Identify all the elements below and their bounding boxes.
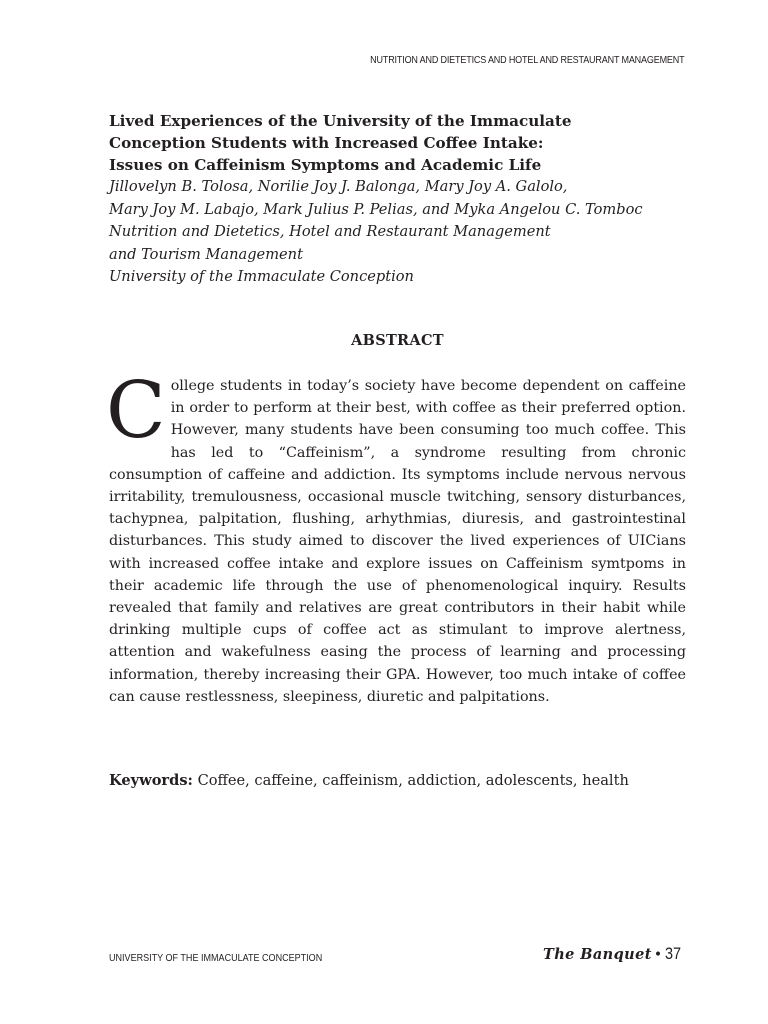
title-line: Conception Students with Increased Coffee Intake: (109, 134, 544, 152)
page-number: 37 (665, 944, 682, 963)
department-line: and Tourism Management (109, 245, 303, 263)
abstract-text: ollege students in today’s society have become dependent on caffeine in order to perform at their best, with coffee as their preferred option. However, many students have been consuming too much coffee. This has led to “Caffeinism”, a syndrome resulting from chronic consumption of caffeine and addiction. Its symptoms include nervous nervous irritability, tremulousness, occasional muscle twitching, sensory disturbances, tachypnea, palpitation, flushing, arhythmias, diuresis, and gastrointestinal disturbances. This study aimed to discover the lived experiences of UICians with increased coffee intake and explore issues on Caffeinism symtpoms in their academic life through the use of phenomenological inquiry. Results revealed that family and relatives are great contributors in their habit while drinking multiple cups of coffee act as stimulant to improve alertness, attention and wakefulness easing the process of learning and processing information, thereby increasing their GPA. However, too much intake of coffee can cause restlessness, sleepiness, diuretic and palpitations. (109, 378, 686, 705)
title-line: Lived Experiences of the University of the Immaculate (109, 112, 572, 130)
paper-title (109, 110, 689, 176)
running-head: NUTRITION AND DIETETICS AND HOTEL AND RESTAURANT MANAGEMENT (369, 54, 684, 66)
keywords-label: Keywords: (109, 772, 193, 789)
department-line: Nutrition and Dietetics, Hotel and Restaurant Management (109, 223, 551, 240)
authors-line: Jillovelyn B. Tolosa, Norilie Joy J. Balonga, Mary Joy A. Galolo, (109, 178, 568, 195)
title-block (109, 110, 689, 289)
footer-institution: UNIVERSITY OF THE IMMACULATE CONCEPTION (109, 952, 323, 964)
keywords (109, 772, 686, 789)
keywords-text: Coffee, caffeine, caffeinism, addiction, adolescents, health (197, 772, 629, 789)
authors-line: Mary Joy M. Labajo, Mark Julius P. Pelias, and Myka Angelou C. Tomboc (109, 200, 643, 218)
drop-cap: C (106, 366, 166, 456)
title-line: Issues on Caffeinism Symptoms and Academic Life (109, 156, 542, 174)
footer-journal-block (543, 944, 684, 964)
institution: University of the Immaculate Conception (109, 268, 414, 285)
journal-name: The Banquet (543, 946, 652, 963)
abstract-body (106, 366, 686, 708)
abstract-heading: ABSTRACT (351, 332, 444, 349)
footer-bullet: • (653, 947, 663, 963)
